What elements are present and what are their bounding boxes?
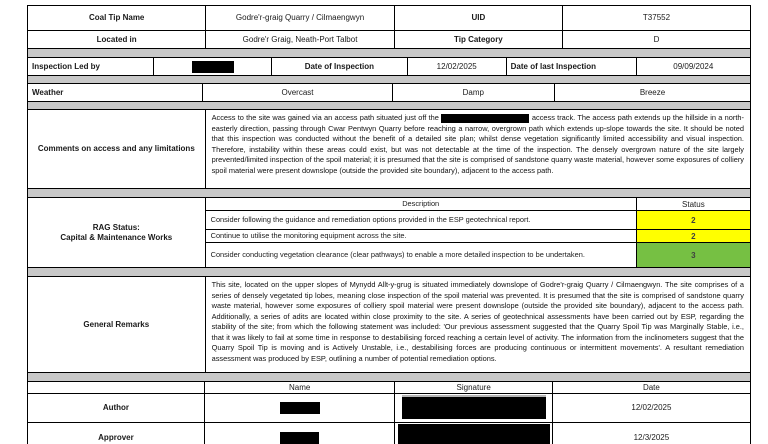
approver-date: 12/3/2025 (633, 432, 670, 442)
date-of-last-inspection-label: Date of last Inspection (507, 58, 637, 75)
comments-text-after: access track. The access path extends up the hillside in a north-easterly direction, passing through Cwar Pentwyn Quarry before reaching a narrow, overgrown path which extends up-slope towards the site. It should be noted that this inspection was conducted without the benefit of a detailed site plan; whilst dense vegetation significantly limited accessibility and visual inspection. Therefore, instability within these areas could exist, but was not detectable at the time of the inspection. The densely overgrown nature of the site largely prevented/limited inspection of the spoil material; it is presumed that the site is comprised of sandstone quarry waste material, however some exposures of colliery spoil material were present downslope (outside the provided site boundary), adjacent to the access path. (211, 113, 744, 175)
approver-name-cell (205, 423, 396, 444)
signoff-header-empty (28, 382, 205, 393)
name-header: Name (205, 382, 396, 393)
gray-separator (28, 102, 750, 110)
gray-separator (28, 268, 750, 277)
uid-label: UID (395, 6, 563, 30)
redaction-box-author-signature (402, 397, 546, 419)
redaction-box-author-name (280, 402, 320, 414)
rag-status-label (28, 198, 206, 267)
date-of-inspection-value: 12/02/2025 (408, 58, 507, 75)
rag-row-description: Consider following the guidance and remediation options provided in the ESP geotechnical report. (206, 211, 637, 229)
inspection-led-by-label: Inspection Led by (28, 58, 154, 75)
uid-value: T37552 (642, 13, 671, 23)
rag-row-status-badge: 2 (637, 230, 750, 242)
report-table (27, 5, 751, 444)
comments-text (206, 110, 750, 188)
row-inspection (28, 58, 750, 76)
tip-category-label: Tip Category (395, 31, 563, 48)
rag-table (206, 198, 750, 267)
row-rag-status (28, 198, 750, 268)
row-located-in (28, 31, 750, 49)
approver-signature-cell (395, 423, 552, 444)
date-header: Date (642, 382, 660, 392)
redaction-box-approver-signature (398, 424, 550, 444)
redaction-box-access-track (441, 114, 529, 123)
signature-header: Signature (395, 382, 552, 393)
weather-condition-sky: Overcast (203, 84, 392, 101)
gray-separator (28, 373, 750, 382)
general-remarks-text: This site, located on the upper slopes of Mynydd Allt-y-grug is situated immediately downslope of Godre'r-graig Quarry / Cilmaengwyn. The site comprises of a series of densely vegetated tip lobes, meaning close inspection of the spoil material was prevented. It is presumed that the site is comprised of sandstone quarry waste material, however some exposures of colliery spoil material were present downslope (outside the provided site boundary), adjacent to the access path. Additionally, a series of adits are located within close proximity to the site. A series of geotechnical assessments have been carried out by ESP, regarding the stability of the site; from which the following statement was included: 'Our previous assessment suggested that the Quarry Spoil Tip was Marginally Stable, i.e., that it was likely to fail at some time in response to destabilising forced reaching a certain level of activity. The information from the inclinometers suggest that the Quarry Spoil Tip is moving and is Actively Unstable, i.e., destabilising forces are producing continuous or intermittent movements'. A resultant remediation assessment was produced by ESP, outlining a number of potential remediation options. (211, 280, 744, 363)
author-name-cell (205, 394, 396, 422)
redaction-box-inspector-name (192, 61, 234, 73)
located-in-value: Godre'r Graig, Neath-Port Talbot (206, 31, 394, 48)
rag-row-status-badge: 2 (637, 211, 750, 229)
rag-row (206, 243, 750, 267)
coal-tip-name-label: Coal Tip Name (28, 6, 206, 30)
rag-row-description: Consider conducting vegetation clearance (clear pathways) to enable a more detailed inspection to be undertaken. (206, 243, 637, 267)
row-author (28, 394, 750, 423)
rag-header-row (206, 198, 750, 211)
comments-label: Comments on access and any limitations (28, 110, 206, 188)
rag-row-description: Continue to utilise the monitoring equipment across the site. (206, 230, 637, 242)
author-signature-cell (395, 394, 552, 422)
approver-label: Approver (28, 423, 205, 444)
tip-category-value: D (653, 34, 660, 44)
inspection-led-by-value (154, 58, 272, 75)
date-of-inspection-label: Date of Inspection (272, 58, 408, 75)
row-comments (28, 110, 750, 189)
weather-label: Weather (28, 84, 203, 101)
redaction-box-approver-name (280, 432, 319, 444)
row-coal-tip (28, 6, 750, 31)
author-date: 12/02/2025 (631, 403, 672, 413)
rag-status-header: Status (682, 199, 705, 209)
gray-separator (28, 189, 750, 198)
gray-separator (28, 76, 750, 84)
coal-tip-name-value: Godre'r-graig Quarry / Cilmaengwyn (206, 6, 394, 30)
rag-status-label-line2: Capital & Maintenance Works (60, 232, 173, 242)
rag-row (206, 230, 750, 243)
row-approver (28, 423, 750, 444)
date-of-last-inspection-value: 09/09/2024 (673, 61, 714, 71)
row-signoff-header (28, 382, 750, 394)
located-in-label: Located in (28, 31, 206, 48)
weather-condition-wind: Breeze (639, 87, 666, 97)
gray-separator (28, 49, 750, 58)
general-remarks-label: General Remarks (28, 277, 206, 372)
row-weather (28, 84, 750, 102)
author-label: Author (28, 394, 205, 422)
rag-row (206, 211, 750, 230)
rag-status-label-line1: RAG Status: (92, 222, 140, 232)
rag-description-header: Description (206, 198, 637, 210)
rag-row-status-badge: 3 (637, 243, 750, 267)
row-general-remarks (28, 277, 750, 373)
weather-condition-ground: Damp (393, 84, 555, 101)
comments-text-before: Access to the site was gained via an access path situated just off the (211, 113, 439, 122)
